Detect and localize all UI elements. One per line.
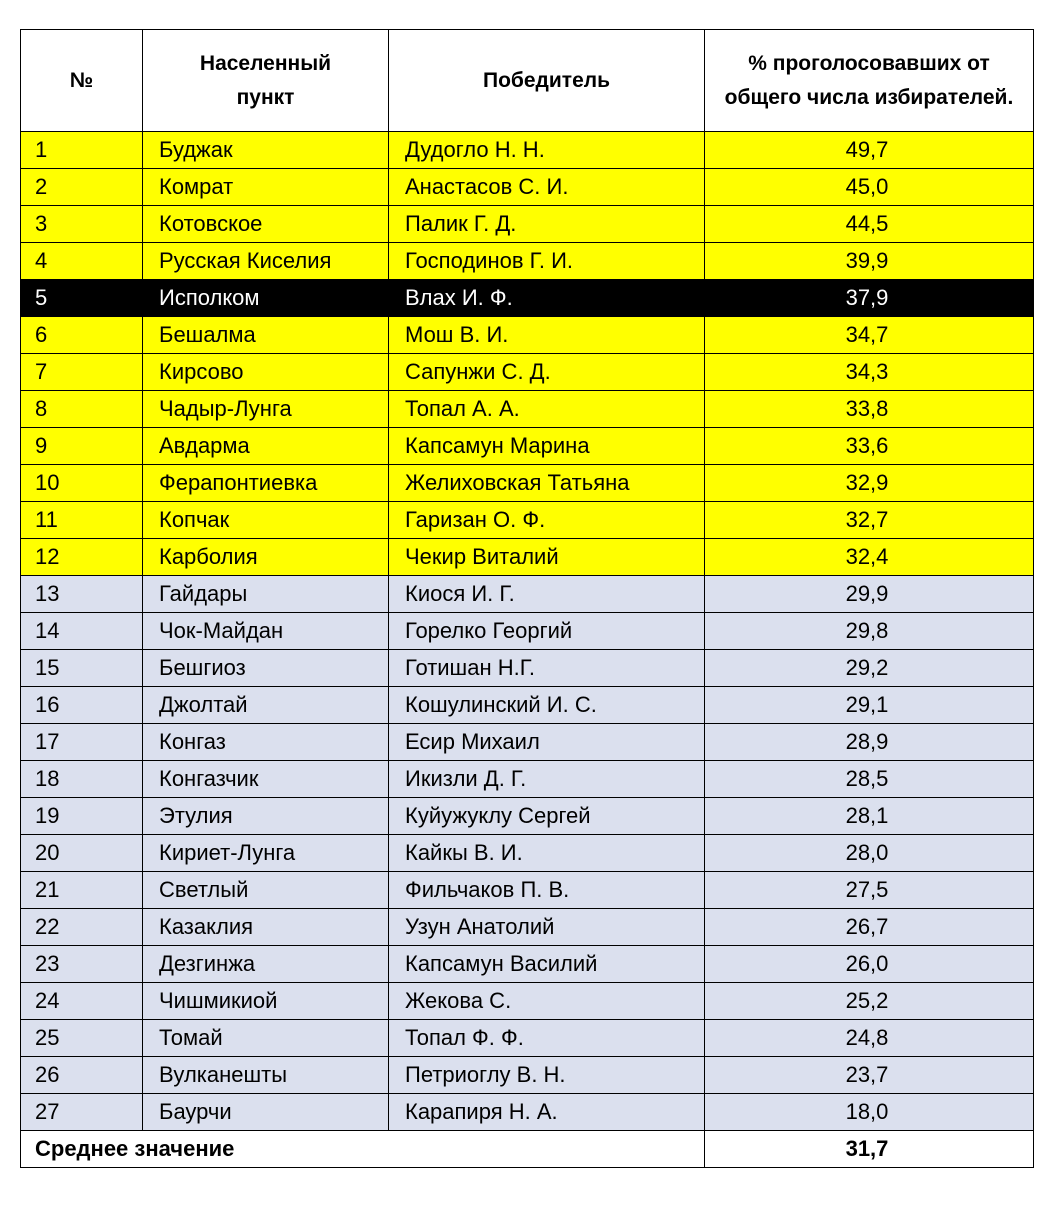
row-locality: Этулия [143,798,389,835]
table-row [21,724,1034,761]
header-winner: Победитель [389,30,705,132]
table-row [21,1094,1034,1131]
row-locality: Карболия [143,539,389,576]
row-locality: Кирсово [143,354,389,391]
row-percent: 29,2 [705,650,1034,687]
row-winner: Икизли Д. Г. [389,761,705,798]
row-locality: Вулканешты [143,1057,389,1094]
row-locality: Конгазчик [143,761,389,798]
row-number: 12 [21,539,143,576]
row-locality: Бешалма [143,317,389,354]
row-percent: 32,4 [705,539,1034,576]
row-number: 26 [21,1057,143,1094]
row-winner: Палик Г. Д. [389,206,705,243]
row-number: 9 [21,428,143,465]
row-winner: Господинов Г. И. [389,243,705,280]
row-number: 27 [21,1094,143,1131]
row-winner: Сапунжи С. Д. [389,354,705,391]
row-percent: 24,8 [705,1020,1034,1057]
row-locality: Чок-Майдан [143,613,389,650]
row-winner: Куйужуклу Сергей [389,798,705,835]
row-percent: 49,7 [705,132,1034,169]
row-number: 18 [21,761,143,798]
row-winner: Капсамун Марина [389,428,705,465]
table-row [21,983,1034,1020]
row-number: 2 [21,169,143,206]
row-percent: 33,8 [705,391,1034,428]
row-percent: 28,0 [705,835,1034,872]
row-winner: Дудогло Н. Н. [389,132,705,169]
row-number: 22 [21,909,143,946]
row-winner: Влах И. Ф. [389,280,705,317]
average-label: Среднее значение [21,1131,705,1168]
row-winner: Капсамун Василий [389,946,705,983]
table-row [21,317,1034,354]
table-row [21,576,1034,613]
row-number: 3 [21,206,143,243]
row-number: 14 [21,613,143,650]
row-locality: Ферапонтиевка [143,465,389,502]
row-winner: Чекир Виталий [389,539,705,576]
row-number: 24 [21,983,143,1020]
row-number: 19 [21,798,143,835]
row-percent: 34,7 [705,317,1034,354]
table-header [21,30,1034,132]
row-winner: Мош В. И. [389,317,705,354]
row-locality: Конгаз [143,724,389,761]
row-winner: Есир Михаил [389,724,705,761]
row-winner: Желиховская Татьяна [389,465,705,502]
row-number: 8 [21,391,143,428]
row-winner: Фильчаков П. В. [389,872,705,909]
row-number: 7 [21,354,143,391]
row-locality: Копчак [143,502,389,539]
row-locality: Чишмикиой [143,983,389,1020]
table-row [21,1020,1034,1057]
table-row [21,428,1034,465]
row-locality: Томай [143,1020,389,1057]
table-row [21,539,1034,576]
row-percent: 37,9 [705,280,1034,317]
row-percent: 39,9 [705,243,1034,280]
table-row [21,354,1034,391]
row-percent: 26,0 [705,946,1034,983]
row-percent: 23,7 [705,1057,1034,1094]
row-locality: Буджак [143,132,389,169]
row-winner: Горелко Георгий [389,613,705,650]
row-number: 1 [21,132,143,169]
row-percent: 25,2 [705,983,1034,1020]
row-number: 21 [21,872,143,909]
table-row [21,391,1034,428]
row-percent: 28,5 [705,761,1034,798]
table-row [21,206,1034,243]
row-locality: Котовское [143,206,389,243]
table-row [21,687,1034,724]
row-percent: 26,7 [705,909,1034,946]
table-row [21,502,1034,539]
row-percent: 29,9 [705,576,1034,613]
row-winner: Карапиря Н. А. [389,1094,705,1131]
table-row [21,465,1034,502]
row-winner: Топал А. А. [389,391,705,428]
row-percent: 29,1 [705,687,1034,724]
table-row [21,132,1034,169]
row-locality: Светлый [143,872,389,909]
row-percent: 29,8 [705,613,1034,650]
table-row [21,761,1034,798]
row-number: 15 [21,650,143,687]
table-body [21,132,1034,1131]
table-row [21,280,1034,317]
row-locality: Кириет-Лунга [143,835,389,872]
header-percent: % проголосовавших от общего числа избирателей. [705,30,1034,132]
row-locality: Исполком [143,280,389,317]
row-locality: Комрат [143,169,389,206]
row-percent: 28,9 [705,724,1034,761]
header-row [21,30,1034,132]
row-winner: Анастасов С. И. [389,169,705,206]
row-number: 4 [21,243,143,280]
row-number: 6 [21,317,143,354]
row-number: 23 [21,946,143,983]
row-locality: Казаклия [143,909,389,946]
table-row [21,613,1034,650]
header-number: № [21,30,143,132]
election-results-table [20,29,1034,1168]
row-winner: Петриоглу В. Н. [389,1057,705,1094]
header-locality: Населенный пункт [143,30,389,132]
table-row [21,909,1034,946]
row-number: 10 [21,465,143,502]
row-percent: 33,6 [705,428,1034,465]
row-locality: Баурчи [143,1094,389,1131]
row-number: 5 [21,280,143,317]
row-number: 13 [21,576,143,613]
row-percent: 34,3 [705,354,1034,391]
row-number: 20 [21,835,143,872]
row-winner: Кошулинский И. С. [389,687,705,724]
row-winner: Жекова С. [389,983,705,1020]
footer-row [21,1131,1034,1168]
table-footer [21,1131,1034,1168]
row-locality: Дезгинжа [143,946,389,983]
row-percent: 27,5 [705,872,1034,909]
row-percent: 28,1 [705,798,1034,835]
row-locality: Бешгиоз [143,650,389,687]
row-percent: 44,5 [705,206,1034,243]
row-locality: Гайдары [143,576,389,613]
row-number: 25 [21,1020,143,1057]
row-percent: 32,7 [705,502,1034,539]
row-locality: Чадыр-Лунга [143,391,389,428]
row-locality: Джолтай [143,687,389,724]
row-percent: 32,9 [705,465,1034,502]
row-percent: 18,0 [705,1094,1034,1131]
table-row [21,243,1034,280]
row-winner: Киося И. Г. [389,576,705,613]
row-locality: Авдарма [143,428,389,465]
row-number: 11 [21,502,143,539]
table-row [21,835,1034,872]
row-winner: Кайкы В. И. [389,835,705,872]
table-row [21,169,1034,206]
table-row [21,798,1034,835]
table-row [21,650,1034,687]
row-winner: Гаризан О. Ф. [389,502,705,539]
row-winner: Топал Ф. Ф. [389,1020,705,1057]
row-winner: Узун Анатолий [389,909,705,946]
row-winner: Готишан Н.Г. [389,650,705,687]
table-row [21,872,1034,909]
row-number: 17 [21,724,143,761]
table-row [21,946,1034,983]
average-value: 31,7 [705,1131,1034,1168]
row-percent: 45,0 [705,169,1034,206]
row-number: 16 [21,687,143,724]
table-row [21,1057,1034,1094]
row-locality: Русская Киселия [143,243,389,280]
